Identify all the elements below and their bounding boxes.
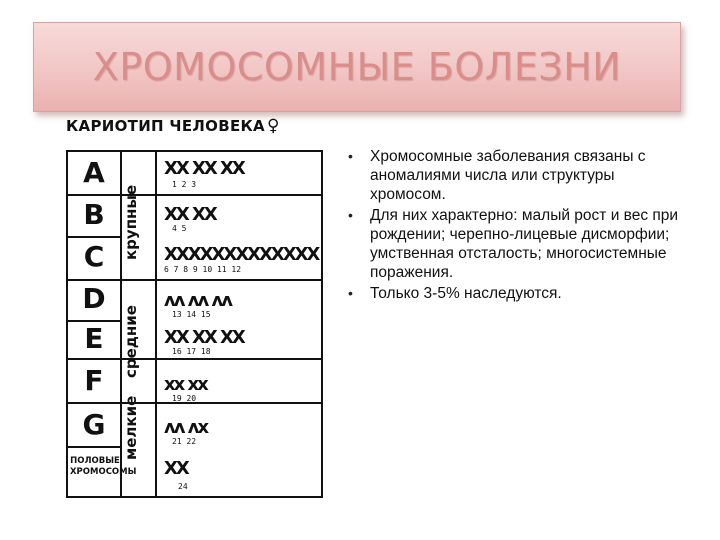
title-banner bbox=[33, 22, 681, 112]
chromosome-pairs-row: ʌʌ ʌʌ ʌʌ bbox=[164, 290, 231, 311]
karyotype-heading bbox=[66, 116, 280, 136]
chromosome-pairs-row: XX XX bbox=[164, 204, 216, 225]
bullet-item bbox=[344, 206, 684, 282]
female-symbol-icon: ♀ bbox=[266, 116, 280, 136]
chromosome-numbers: 4 5 bbox=[172, 224, 187, 233]
bullet-item bbox=[344, 147, 684, 204]
karyotype-figure bbox=[66, 112, 326, 502]
group-letter: G bbox=[82, 408, 106, 441]
chromosome-pairs-row: ʌʌ ʌx bbox=[164, 417, 208, 438]
group-label-medium: средние bbox=[122, 305, 140, 379]
row-divider bbox=[68, 446, 120, 448]
chromosome-pairs-row: XXXXXXXXXXXXX bbox=[164, 244, 319, 265]
bullet-icon: • bbox=[348, 207, 353, 223]
group-label-small: мелкие bbox=[122, 395, 140, 461]
chromosome-pairs-row: XX XX XX bbox=[164, 158, 244, 179]
chromosome-numbers: 13 14 15 bbox=[172, 310, 211, 319]
chromosome-numbers: 1 2 3 bbox=[172, 180, 197, 189]
row-divider bbox=[68, 279, 321, 281]
chromosome-numbers: 19 20 bbox=[172, 394, 197, 403]
row-divider bbox=[68, 194, 321, 196]
chromosome-pairs-row: xx xx bbox=[164, 374, 207, 395]
row-divider bbox=[68, 358, 321, 360]
row-divider bbox=[68, 236, 120, 238]
bullet-list bbox=[344, 147, 684, 305]
chromosome-pairs-row: XX XX XX bbox=[164, 327, 244, 348]
column-divider bbox=[155, 152, 157, 496]
chromosome-numbers: 21 22 bbox=[172, 437, 197, 446]
group-letter: F bbox=[84, 364, 104, 397]
group-label-large: крупные bbox=[122, 184, 140, 260]
bullet-text: Для них характерно: малый рост и вес при рождении; черепно-лицевые дисморфии; умственная отсталость; многосистемные поражения. bbox=[370, 207, 679, 281]
chromosome-pairs-row: XX bbox=[164, 458, 188, 479]
group-letter: D bbox=[82, 282, 106, 315]
chromosome-numbers: 16 17 18 bbox=[172, 347, 211, 356]
bullet-icon: • bbox=[348, 285, 353, 301]
bullet-item bbox=[344, 284, 684, 303]
chromosome-numbers: 6 7 8 9 10 11 12 bbox=[164, 265, 242, 274]
karyotype-heading-text: КАРИОТИП ЧЕЛОВЕКА bbox=[66, 117, 265, 135]
slide-title: ХРОМОСОМНЫЕ БОЛЕЗНИ bbox=[92, 45, 622, 89]
bullet-icon: • bbox=[348, 148, 353, 164]
group-letter: A bbox=[83, 156, 105, 189]
bullet-text: Только 3-5% наследуются. bbox=[370, 285, 562, 302]
group-letter: C bbox=[83, 240, 105, 273]
group-letter: B bbox=[83, 198, 105, 231]
bullet-text: Хромосомные заболевания связаны с аномалиями числа или структуры хромосом. bbox=[370, 148, 646, 203]
sex-chromosomes-label: ПОЛОВЫЕ ХРОМОСОМЫ bbox=[70, 456, 137, 477]
karyotype-grid bbox=[66, 150, 323, 498]
chromosome-numbers: 24 bbox=[178, 482, 188, 491]
group-letter: E bbox=[84, 322, 104, 355]
